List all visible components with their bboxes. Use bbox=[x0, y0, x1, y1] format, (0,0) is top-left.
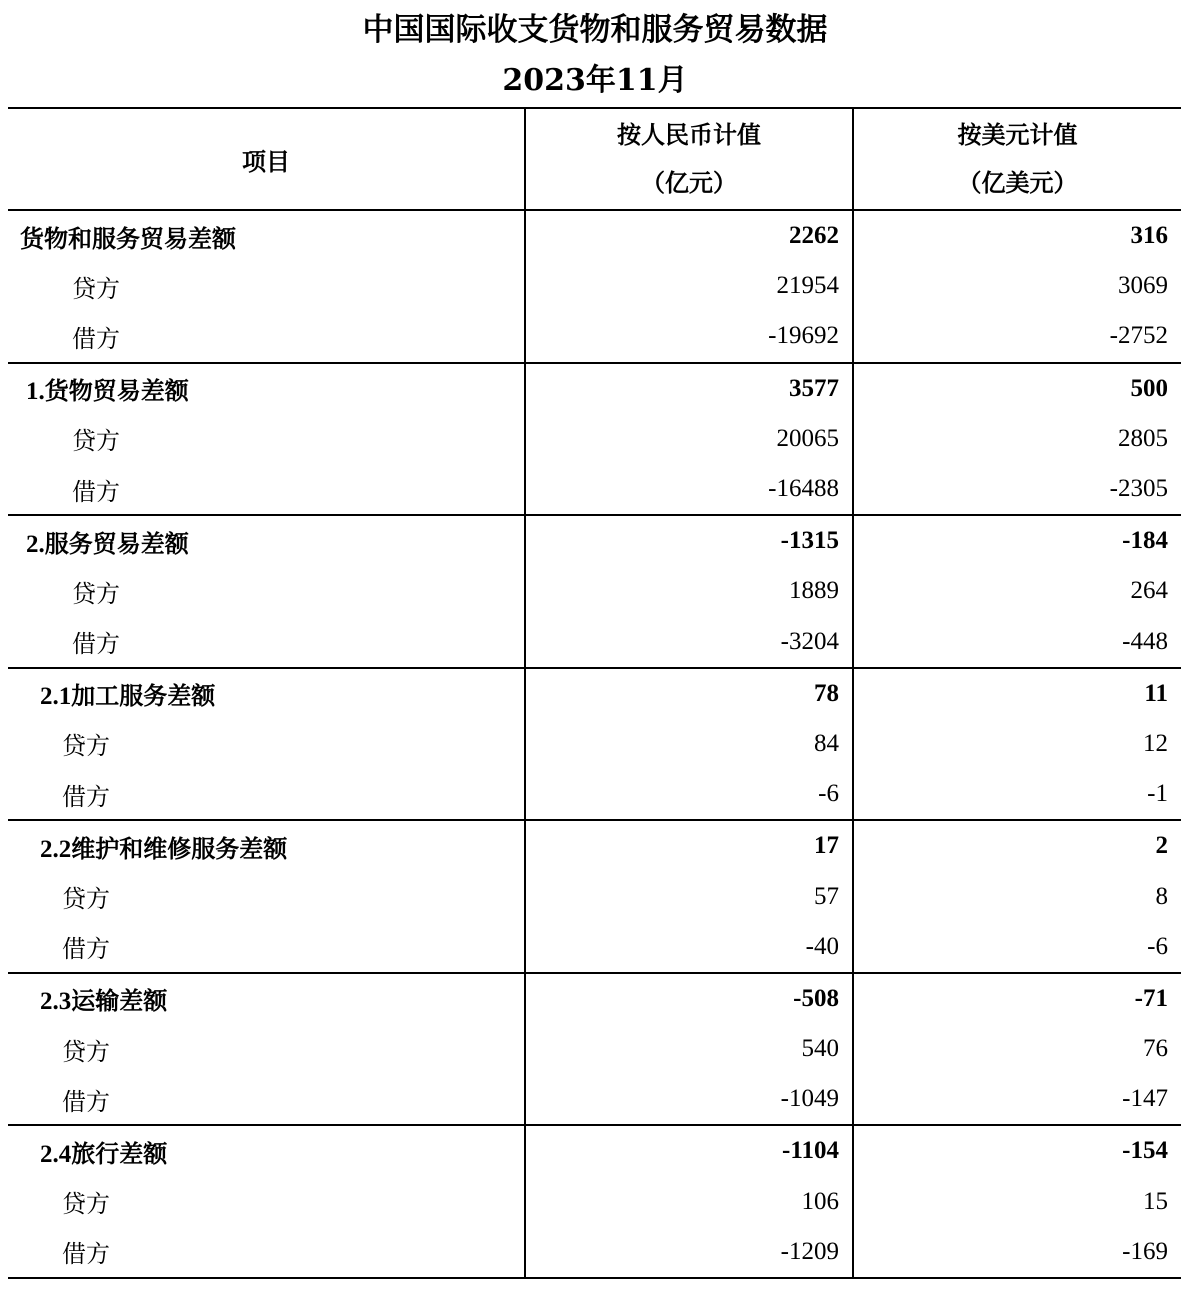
row-value-usd: -448 bbox=[853, 617, 1181, 668]
row-label: 借方 bbox=[8, 464, 525, 515]
row-label: 借方 bbox=[8, 769, 525, 820]
row-value-cny: -6 bbox=[525, 769, 853, 820]
table-row-credit bbox=[8, 1177, 1181, 1227]
table-row-debit bbox=[8, 1074, 1181, 1125]
row-label: 贷方 bbox=[72, 579, 120, 608]
row-value-usd: 264 bbox=[853, 566, 1181, 616]
row-value-usd: -184 bbox=[853, 515, 1181, 566]
row-value-cny: 20065 bbox=[525, 414, 853, 464]
table-row-credit bbox=[8, 414, 1181, 464]
table-row-credit bbox=[8, 719, 1181, 769]
table-row-credit bbox=[8, 261, 1181, 311]
table-row-credit bbox=[8, 566, 1181, 616]
column-header-usd bbox=[853, 108, 1181, 210]
table-row-travel bbox=[8, 1125, 1181, 1176]
column-header-usd-line1: 按美元计值 bbox=[957, 121, 1078, 149]
row-label-prefix: 2.1 bbox=[40, 683, 72, 711]
row-value-cny: -1209 bbox=[525, 1227, 853, 1278]
row-label bbox=[8, 1125, 525, 1176]
row-label-text: 维护和维修服务差额 bbox=[71, 834, 288, 863]
table-row-debit bbox=[8, 311, 1181, 362]
row-value-usd: -2752 bbox=[853, 311, 1181, 362]
table-header-row bbox=[8, 108, 1181, 210]
row-label-prefix: 1. bbox=[26, 378, 45, 406]
row-value-cny: -16488 bbox=[525, 464, 853, 515]
row-value-usd: -169 bbox=[853, 1227, 1181, 1278]
table-row-total bbox=[8, 210, 1181, 261]
table-row-debit bbox=[8, 922, 1181, 973]
row-value-usd: 12 bbox=[853, 719, 1181, 769]
row-value-cny: 2262 bbox=[525, 210, 853, 261]
row-value-cny: 1889 bbox=[525, 566, 853, 616]
row-label: 贷方 bbox=[62, 885, 110, 914]
row-label-text: 服务贸易差额 bbox=[44, 529, 189, 558]
row-value-cny: -19692 bbox=[525, 311, 853, 362]
row-value-usd: 316 bbox=[853, 210, 1181, 261]
table-row-debit bbox=[8, 464, 1181, 515]
row-label: 贷方 bbox=[62, 1190, 110, 1219]
table-row-processing bbox=[8, 668, 1181, 719]
row-label: 贷方 bbox=[72, 427, 120, 456]
row-value-usd: 500 bbox=[853, 363, 1181, 414]
row-value-usd: -71 bbox=[853, 973, 1181, 1024]
row-value-cny: 57 bbox=[525, 871, 853, 921]
row-value-usd: 8 bbox=[853, 871, 1181, 921]
row-label bbox=[8, 973, 525, 1024]
row-value-usd: 76 bbox=[853, 1024, 1181, 1074]
row-label-prefix: 2.3 bbox=[40, 988, 72, 1016]
row-label bbox=[8, 820, 525, 871]
row-label: 贷方 bbox=[62, 732, 110, 761]
row-value-usd: 2805 bbox=[853, 414, 1181, 464]
row-label bbox=[8, 668, 525, 719]
row-label bbox=[8, 515, 525, 566]
table-row-debit bbox=[8, 769, 1181, 820]
row-value-cny: -1049 bbox=[525, 1074, 853, 1125]
row-label: 贷方 bbox=[72, 274, 120, 303]
row-value-usd: -147 bbox=[853, 1074, 1181, 1125]
row-value-cny: 17 bbox=[525, 820, 853, 871]
row-value-usd: 3069 bbox=[853, 261, 1181, 311]
row-label: 借方 bbox=[8, 617, 525, 668]
row-value-cny: 3577 bbox=[525, 363, 853, 414]
row-label-text: 运输差额 bbox=[71, 987, 168, 1016]
row-value-cny: 84 bbox=[525, 719, 853, 769]
column-header-cny bbox=[525, 108, 853, 210]
table-row-maintenance bbox=[8, 820, 1181, 871]
row-label: 借方 bbox=[8, 922, 525, 973]
row-value-cny: -40 bbox=[525, 922, 853, 973]
row-label: 借方 bbox=[8, 1227, 525, 1278]
row-value-cny: 540 bbox=[525, 1024, 853, 1074]
row-value-cny: -3204 bbox=[525, 617, 853, 668]
table-row-goods bbox=[8, 363, 1181, 414]
row-label: 贷方 bbox=[62, 1037, 110, 1066]
row-value-usd: -6 bbox=[853, 922, 1181, 973]
trade-data-table bbox=[8, 107, 1181, 1279]
column-header-usd-line2: （亿美元） bbox=[957, 169, 1078, 197]
table-row-credit bbox=[8, 871, 1181, 921]
row-value-usd: -1 bbox=[853, 769, 1181, 820]
column-header-cny-line2: （亿元） bbox=[641, 169, 737, 197]
row-value-usd: 15 bbox=[853, 1177, 1181, 1227]
row-value-cny: 106 bbox=[525, 1177, 853, 1227]
table-row-debit bbox=[8, 1227, 1181, 1278]
row-value-cny: -1104 bbox=[525, 1125, 853, 1176]
row-label-text: 货物贸易差额 bbox=[44, 377, 189, 406]
row-label-prefix: 2.2 bbox=[40, 835, 72, 863]
table-row-transport bbox=[8, 973, 1181, 1024]
row-label-text: 加工服务差额 bbox=[71, 682, 216, 711]
page-subtitle: 2023年11月 bbox=[502, 63, 688, 98]
row-label-text: 货物和服务贸易差额 bbox=[20, 224, 236, 253]
row-label: 借方 bbox=[8, 311, 525, 362]
trade-data-table-container bbox=[8, 107, 1181, 1279]
table-row-services bbox=[8, 515, 1181, 566]
row-value-cny: -508 bbox=[525, 973, 853, 1024]
row-value-cny: -1315 bbox=[525, 515, 853, 566]
page-title: 中国国际收支货物和服务贸易数据 bbox=[362, 12, 828, 48]
column-header-item: 项目 bbox=[8, 108, 525, 210]
row-value-usd: 2 bbox=[853, 820, 1181, 871]
row-value-usd: 11 bbox=[853, 668, 1181, 719]
row-label: 借方 bbox=[8, 1074, 525, 1125]
row-label bbox=[8, 363, 525, 414]
table-row-credit bbox=[8, 1024, 1181, 1074]
row-label-prefix: 2. bbox=[26, 530, 45, 558]
row-label-text: 旅行差额 bbox=[71, 1139, 168, 1168]
row-label-prefix: 2.4 bbox=[40, 1140, 72, 1168]
row-value-usd: -2305 bbox=[853, 464, 1181, 515]
row-value-cny: 78 bbox=[525, 668, 853, 719]
row-value-usd: -154 bbox=[853, 1125, 1181, 1176]
row-value-cny: 21954 bbox=[525, 261, 853, 311]
table-row-debit bbox=[8, 617, 1181, 668]
column-header-cny-line1: 按人民币计值 bbox=[617, 121, 761, 149]
row-label bbox=[8, 210, 525, 261]
